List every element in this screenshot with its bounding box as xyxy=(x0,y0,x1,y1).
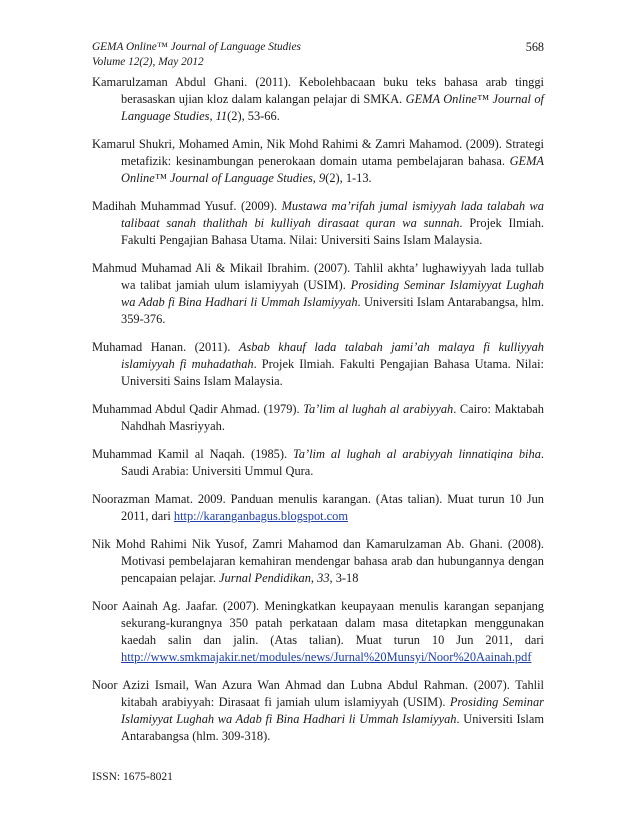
reference-text: . Projek Ilmiah. Fakulti Pengajian Bahasa Utama. Nilai: Universiti Sains Islam Malaysia. xyxy=(121,357,545,388)
reference-text: Noor Azizi Ismail, Wan Azura Wan Ahmad dan Lubna Abdul Rahman. (2007). Tahlil kitabah arabiyyah: Dirasaat fi jamiah ulum islamiyyah (USIM). xyxy=(92,678,544,709)
reference-text: . Universiti Islam Antarabangsa, hlm. 359-376. xyxy=(121,295,544,326)
reference-entry xyxy=(92,491,544,525)
reference-italic-title: 11 xyxy=(215,109,228,123)
reference-text: . Saudi Arabia: Universiti Ummul Qura. xyxy=(121,447,544,478)
reference-list xyxy=(92,74,544,756)
reference-text: Mahmud Muhamad Ali & Mikail Ibrahim. (2007). Tahlil akhta’ lughawiyyah lada tullab wa talibat jamiah ulum islamiyyah (USIM). xyxy=(92,261,544,292)
reference-entry xyxy=(92,598,544,666)
reference-url-link[interactable]: http://karanganbagus.blogspot.com xyxy=(173,509,349,523)
reference-text: Nik Mohd Rahimi Nik Yusof, Zamri Mahamod dan Kamarulzaman Ab. Ghani. (2008). Motivasi pembelajaran kemahiran mendengar bahasa arab dan hubungannya dengan pencapaian pelajar. xyxy=(92,537,544,585)
footer-issn: ISSN: 1675-8021 xyxy=(92,771,173,783)
reference-text: Kamarulzaman Abdul Ghani. (2011). Kebolehbacaan buku teks bahasa arab tinggi berasaskan ujian kloz dalam kalangan pelajar di SMKA. xyxy=(92,75,544,106)
reference-text: Kamarul Shukri, Mohamed Amin, Nik Mohd Rahimi & Zamri Mahamod. (2009). Strategi metafizik: kesinambungan penerokaan domain utama pembelajaran bahasa. xyxy=(92,137,544,168)
reference-text: . Cairo: Maktabah Nahdhah Masriyyah. xyxy=(121,402,544,433)
running-header xyxy=(92,40,544,70)
journal-title: GEMA Online™ Journal of Language Studies xyxy=(92,41,301,53)
reference-url-link[interactable]: http://www.smkmajakir.net/modules/news/Jurnal%20Munsyi/Noor%20Aainah.pdf xyxy=(121,650,532,664)
reference-text: , xyxy=(209,109,216,123)
reference-text: , 3-18 xyxy=(329,571,359,585)
reference-entry xyxy=(92,136,544,187)
reference-text: . Projek Ilmiah. Fakulti Pengajian Bahasa Utama. Nilai: Universiti Sains Islam Malaysia. xyxy=(121,216,544,247)
reference-text: , xyxy=(312,171,319,185)
reference-text: (2), 53-66. xyxy=(227,109,280,123)
reference-text: Madihah Muhammad Yusuf. (2009). xyxy=(92,199,282,213)
reference-italic-title: GEMA Online™ Journal of Language Studies xyxy=(121,92,544,123)
reference-text: Noor Aainah Ag. Jaafar. (2007). Meningkatkan keupayaan menulis karangan sepanjang sekurang-kurangnya 350 patah perkataan dalam masa ditetapkan menggunakan kaedah salin dan jalin. (Atas talian). Muat turun 10 Jun 2011, dari xyxy=(92,599,544,647)
reference-text: Muhammad Abdul Qadir Ahmad. (1979). xyxy=(92,402,304,416)
reference-text: . Universiti Islam Antarabangsa (hlm. 309-318). xyxy=(121,712,544,743)
reference-italic-title: Asbab khauf lada talabah jami’ah malaya fi kulliyyah islamiyyah fi muhadathah xyxy=(121,340,544,371)
reference-italic-title: 9 xyxy=(319,171,326,185)
reference-italic-title: Prosiding Seminar Islamiyyat Lughah wa Adab fi Bina Hadhari li Ummah Islamiyyah xyxy=(121,278,544,309)
reference-entry xyxy=(92,677,544,745)
reference-entry xyxy=(92,198,544,249)
volume-info: Volume 12(2), May 2012 xyxy=(92,56,204,68)
reference-entry xyxy=(92,401,544,435)
reference-text: Muhammad Kamil al Naqah. (1985). xyxy=(92,447,294,461)
reference-italic-title: Jurnal Pendidikan, 33 xyxy=(219,571,330,585)
reference-italic-title: Ta’lim al lughah al arabiyyah linnatiqina biha xyxy=(293,447,541,461)
reference-entry xyxy=(92,260,544,328)
reference-entry xyxy=(92,536,544,587)
reference-entry xyxy=(92,74,544,125)
reference-italic-title: Mustawa ma’rifah jumal ismiyyah lada talabah wa talibaat sanah thalithah bi kulliyah dirasaat quran wa sunnah xyxy=(121,199,544,230)
reference-text: Muhamad Hanan. (2011). xyxy=(92,340,239,354)
reference-entry xyxy=(92,446,544,480)
reference-text: (2), 1-13. xyxy=(325,171,372,185)
reference-italic-title: Ta’lim al lughah al arabiyyah xyxy=(303,402,454,416)
reference-entry xyxy=(92,339,544,390)
reference-italic-title: Prosiding Seminar Islamiyyat Lughah wa Adab fi Bina Hadhari li Ummah Islamiyyah xyxy=(121,695,544,726)
reference-text: Noorazman Mamat. 2009. Panduan menulis karangan. (Atas talian). Muat turun 10 Jun 2011, dari xyxy=(92,492,544,523)
reference-italic-title: GEMA Online™ Journal of Language Studies xyxy=(121,154,544,185)
page-number: 568 xyxy=(525,40,544,54)
